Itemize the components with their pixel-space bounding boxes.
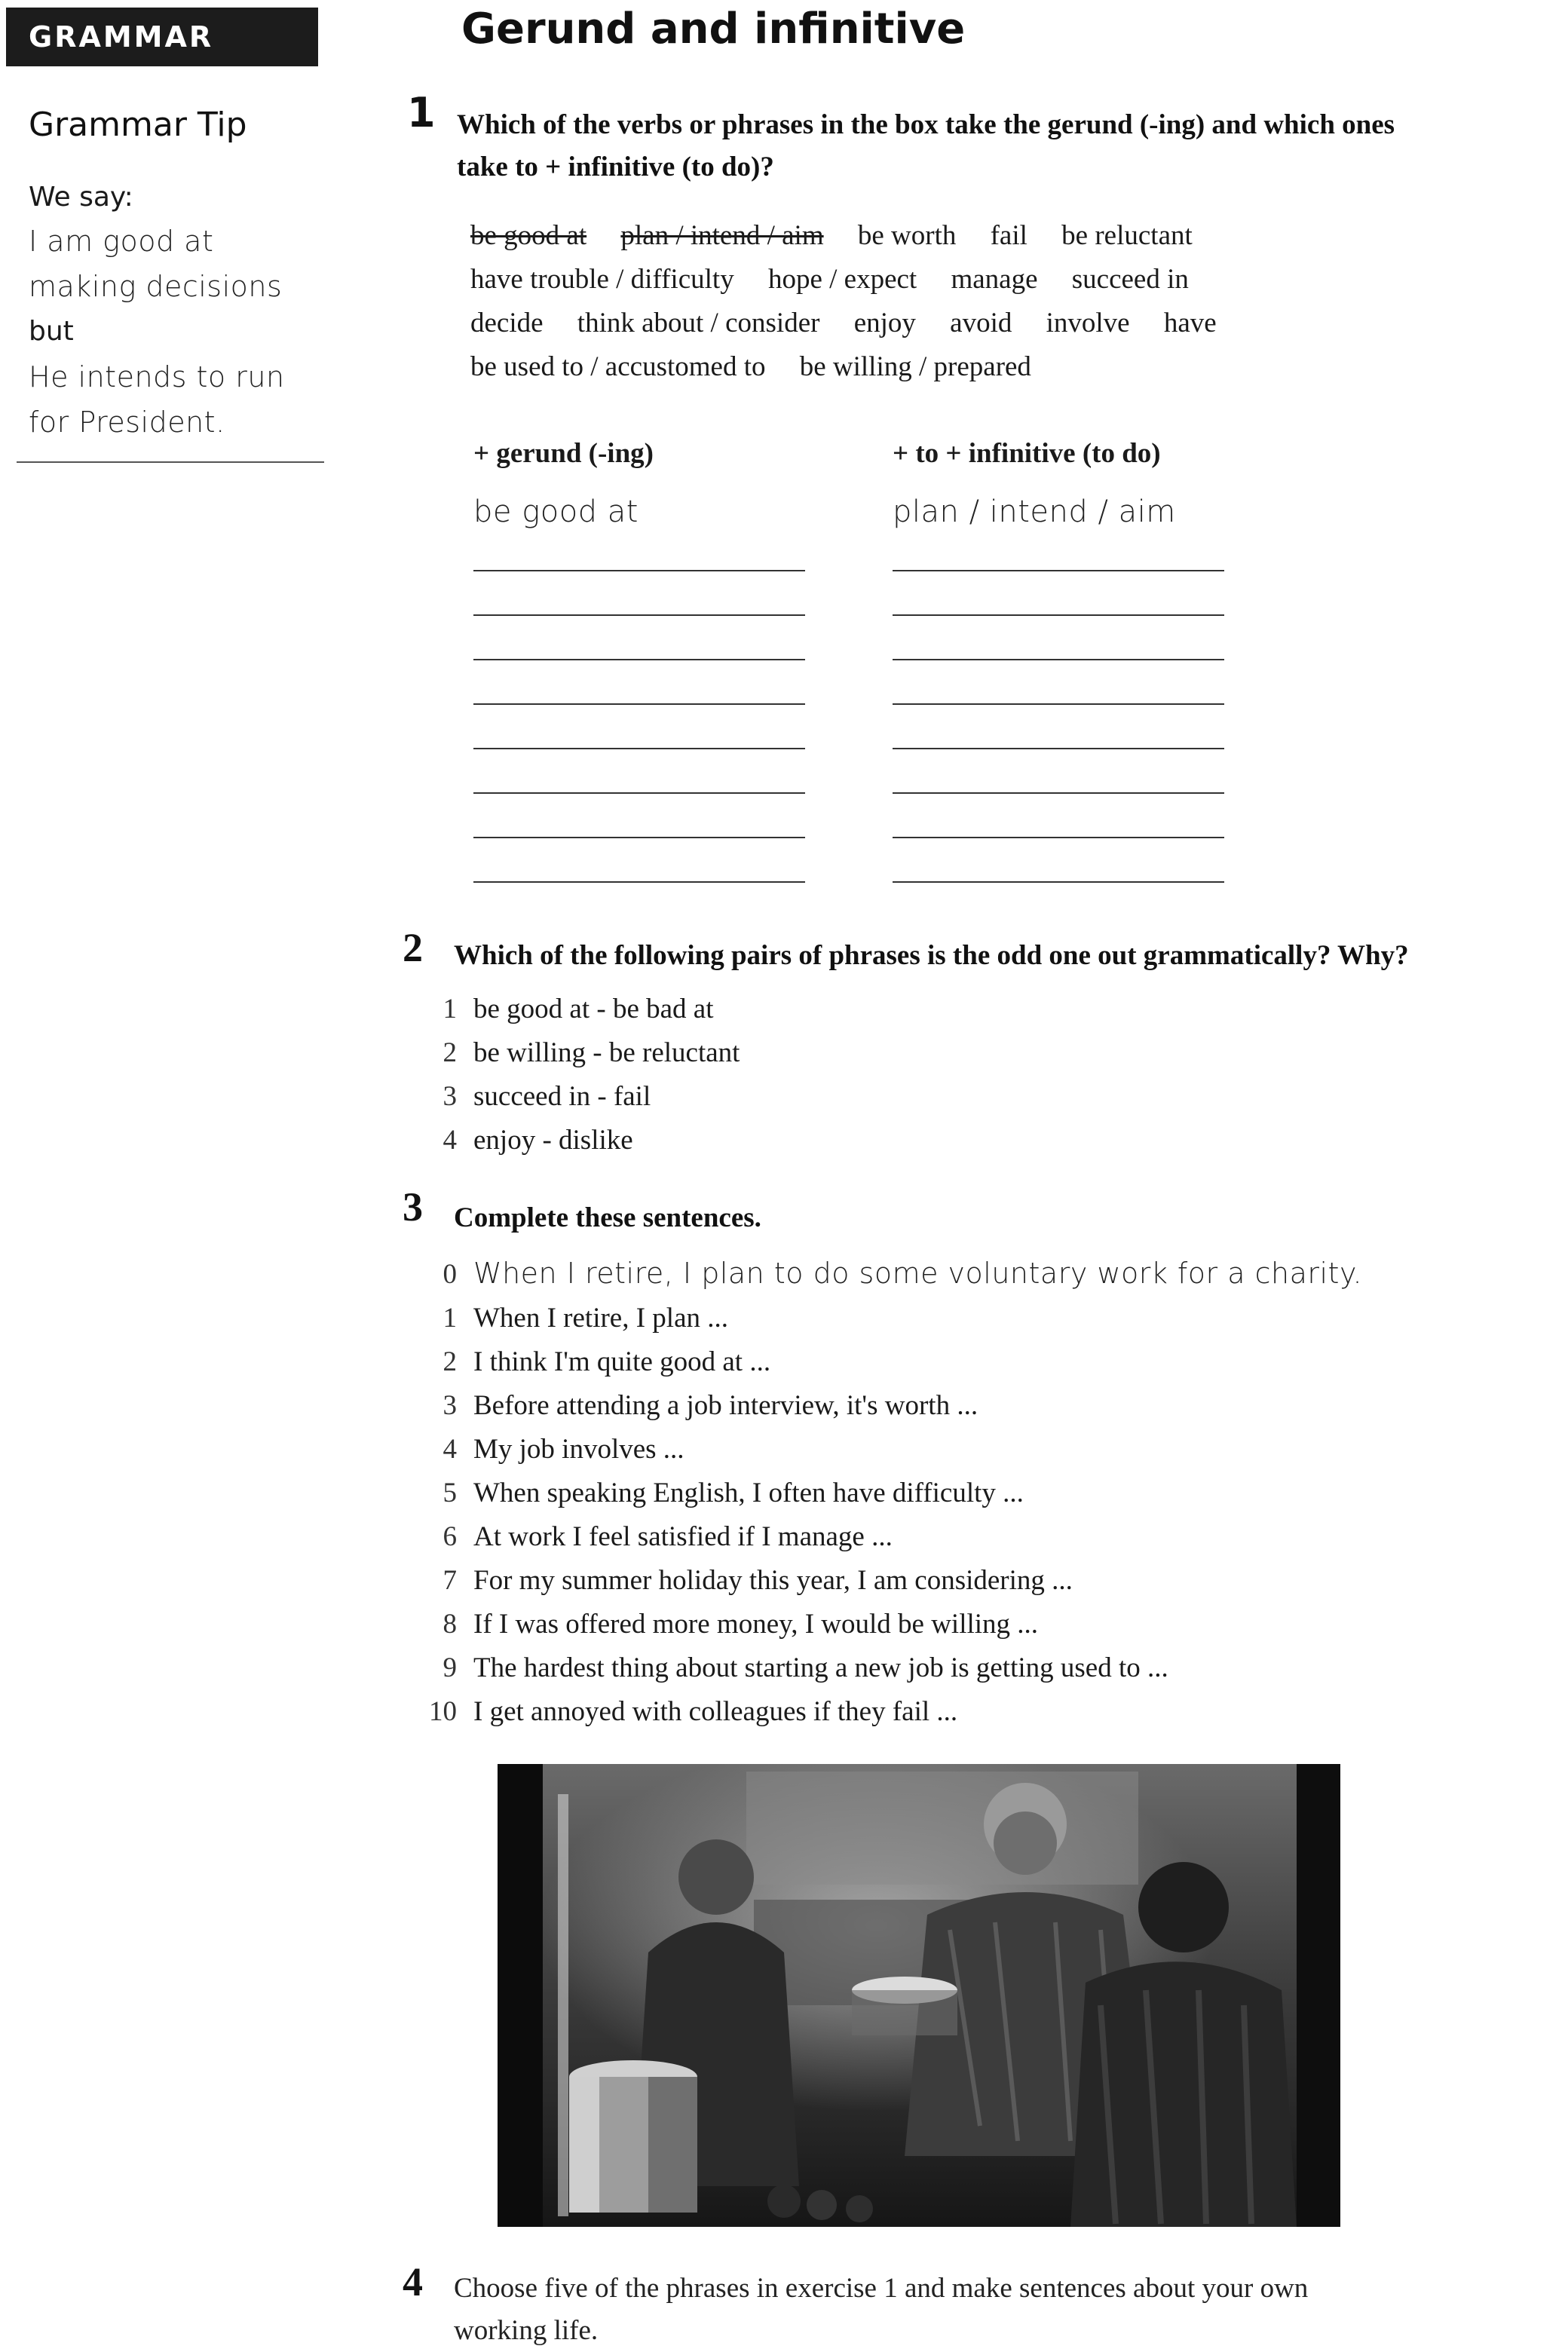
list-item	[419, 1031, 740, 1075]
item-text: Before attending a job interview, it's worth ...	[473, 1390, 978, 1421]
page-title: Gerund and infinitive	[461, 5, 966, 54]
gerund-answer-lines	[473, 570, 805, 883]
phrase-box-row	[470, 214, 1220, 258]
photo-illustration	[498, 1764, 1340, 2227]
list-item	[419, 988, 740, 1031]
answer-line[interactable]	[893, 703, 1224, 705]
exercise4-instruction-line2: working life.	[454, 2315, 599, 2346]
item-number: 8	[443, 1609, 457, 1640]
item-number: 3	[443, 1081, 457, 1112]
phrase: hope / expect	[767, 264, 917, 295]
exercise4-number: 4	[403, 2259, 423, 2305]
item-text: When speaking English, I often have difficulty ...	[473, 1478, 1024, 1508]
item-text: succeed in - fail	[473, 1081, 651, 1112]
item-number: 9	[443, 1652, 457, 1683]
item-text: I get annoyed with colleagues if they fail ...	[473, 1696, 958, 1727]
list-item	[419, 1119, 740, 1162]
list-item	[419, 1472, 1362, 1515]
phrase: avoid	[950, 308, 1012, 338]
phrase: enjoy	[853, 308, 916, 338]
phrase: be used to / accustomed to	[470, 351, 766, 382]
item-number: 5	[443, 1478, 457, 1508]
tip-example2-line2: for President.	[29, 406, 225, 439]
item-number: 3	[443, 1390, 457, 1421]
phrase: be willing / prepared	[799, 351, 1031, 382]
phrase: succeed in	[1071, 264, 1189, 295]
item-number: 2	[443, 1346, 457, 1377]
phrase: manage	[951, 264, 1038, 295]
exercise4-instruction-line1: Choose five of the phrases in exercise 1 and make sentences about your own	[454, 2273, 1309, 2304]
answer-line[interactable]	[473, 881, 805, 883]
answer-line[interactable]	[473, 748, 805, 749]
phrase-struck: plan / intend / aim	[620, 220, 824, 251]
answer-line[interactable]	[893, 748, 1224, 749]
item-text: If I was offered more money, I would be willing ...	[473, 1609, 1039, 1640]
answer-line[interactable]	[893, 837, 1224, 838]
item-number: 0	[443, 1259, 457, 1290]
item-text: My job involves ...	[473, 1434, 684, 1465]
item-number: 7	[443, 1565, 457, 1596]
item-text: For my summer holiday this year, I am considering ...	[473, 1565, 1073, 1596]
exercise2-instruction: Which of the following pairs of phrases is the odd one out grammatically? Why?	[454, 940, 1409, 971]
answer-line[interactable]	[893, 659, 1224, 660]
tip-example2-line1: He intends to run	[29, 360, 285, 394]
kitchen-photo	[498, 1764, 1340, 2227]
grammar-tip-heading: Grammar Tip	[29, 106, 247, 144]
phrase: have	[1163, 308, 1217, 338]
list-item	[419, 1075, 740, 1119]
exercise2-list	[419, 988, 740, 1162]
gerund-example: be good at	[473, 495, 639, 529]
gerund-column-heading: + gerund (-ing)	[473, 438, 654, 469]
infinitive-column-heading: + to + infinitive (to do)	[893, 438, 1161, 469]
answer-line[interactable]	[893, 614, 1224, 616]
list-item	[419, 1340, 1362, 1384]
answer-line[interactable]	[473, 614, 805, 616]
exercise1-instruction-line2: take to + infinitive (to do)?	[457, 152, 774, 182]
phrase: fail	[990, 220, 1027, 251]
answer-line[interactable]	[473, 837, 805, 838]
item-number: 10	[429, 1696, 457, 1727]
tip-example1-line2: making decisions	[29, 270, 283, 303]
exercise2-number: 2	[403, 925, 423, 970]
phrase-box-row	[470, 302, 1244, 345]
item-text: enjoy - dislike	[473, 1125, 633, 1156]
item-text: I think I'm quite good at ...	[473, 1346, 771, 1377]
tip-we-say: We say:	[29, 182, 133, 213]
item-number: 4	[443, 1434, 457, 1465]
section-label: GRAMMAR	[6, 8, 318, 66]
phrase: decide	[470, 308, 544, 338]
answer-line[interactable]	[893, 570, 1224, 571]
item-text: The hardest thing about starting a new job is getting used to ...	[473, 1652, 1168, 1683]
list-item	[419, 1515, 1362, 1559]
answer-line[interactable]	[893, 881, 1224, 883]
phrase: be worth	[857, 220, 957, 251]
answer-line[interactable]	[473, 570, 805, 571]
tip-example1-line1: I am good at	[29, 225, 214, 258]
answer-line[interactable]	[473, 792, 805, 794]
phrase: be reluctant	[1061, 220, 1193, 251]
phrase-box-row	[470, 345, 1058, 389]
phrase-struck: be good at	[470, 220, 587, 251]
list-item	[419, 1646, 1362, 1690]
answer-line[interactable]	[473, 703, 805, 705]
exercise3-list	[419, 1251, 1362, 1734]
example-item	[419, 1251, 1362, 1297]
item-number: 1	[443, 1303, 457, 1334]
item-number: 1	[443, 994, 457, 1024]
list-item	[419, 1428, 1362, 1472]
phrase: have trouble / difficulty	[470, 264, 734, 295]
item-text: At work I feel satisfied if I manage ...	[473, 1521, 893, 1552]
item-number: 4	[443, 1125, 457, 1156]
list-item	[419, 1384, 1362, 1428]
answer-line[interactable]	[473, 659, 805, 660]
item-text: be good at - be bad at	[473, 994, 714, 1024]
item-text: be willing - be reluctant	[473, 1037, 740, 1068]
infinitive-answer-lines	[893, 570, 1224, 883]
list-item	[419, 1690, 1362, 1734]
infinitive-example: plan / intend / aim	[893, 495, 1176, 529]
item-text: When I retire, I plan to do some voluntary work for a charity.	[473, 1257, 1363, 1290]
tip-but: but	[29, 316, 74, 347]
list-item	[419, 1603, 1362, 1646]
phrase-box-row	[470, 258, 1216, 302]
item-number: 6	[443, 1521, 457, 1552]
item-text: When I retire, I plan ...	[473, 1303, 728, 1334]
phrase: involve	[1046, 308, 1130, 338]
exercise1-instruction-line1: Which of the verbs or phrases in the box take the gerund (-ing) and which ones	[457, 109, 1395, 140]
list-item	[419, 1559, 1362, 1603]
exercise3-instruction: Complete these sentences.	[454, 1202, 761, 1233]
exercise3-number: 3	[403, 1184, 423, 1230]
tip-divider	[17, 461, 324, 463]
list-item	[419, 1297, 1362, 1340]
phrase: think about / consider	[577, 308, 820, 338]
answer-line[interactable]	[893, 792, 1224, 794]
item-number: 2	[443, 1037, 457, 1068]
exercise1-number: 1	[407, 89, 436, 136]
